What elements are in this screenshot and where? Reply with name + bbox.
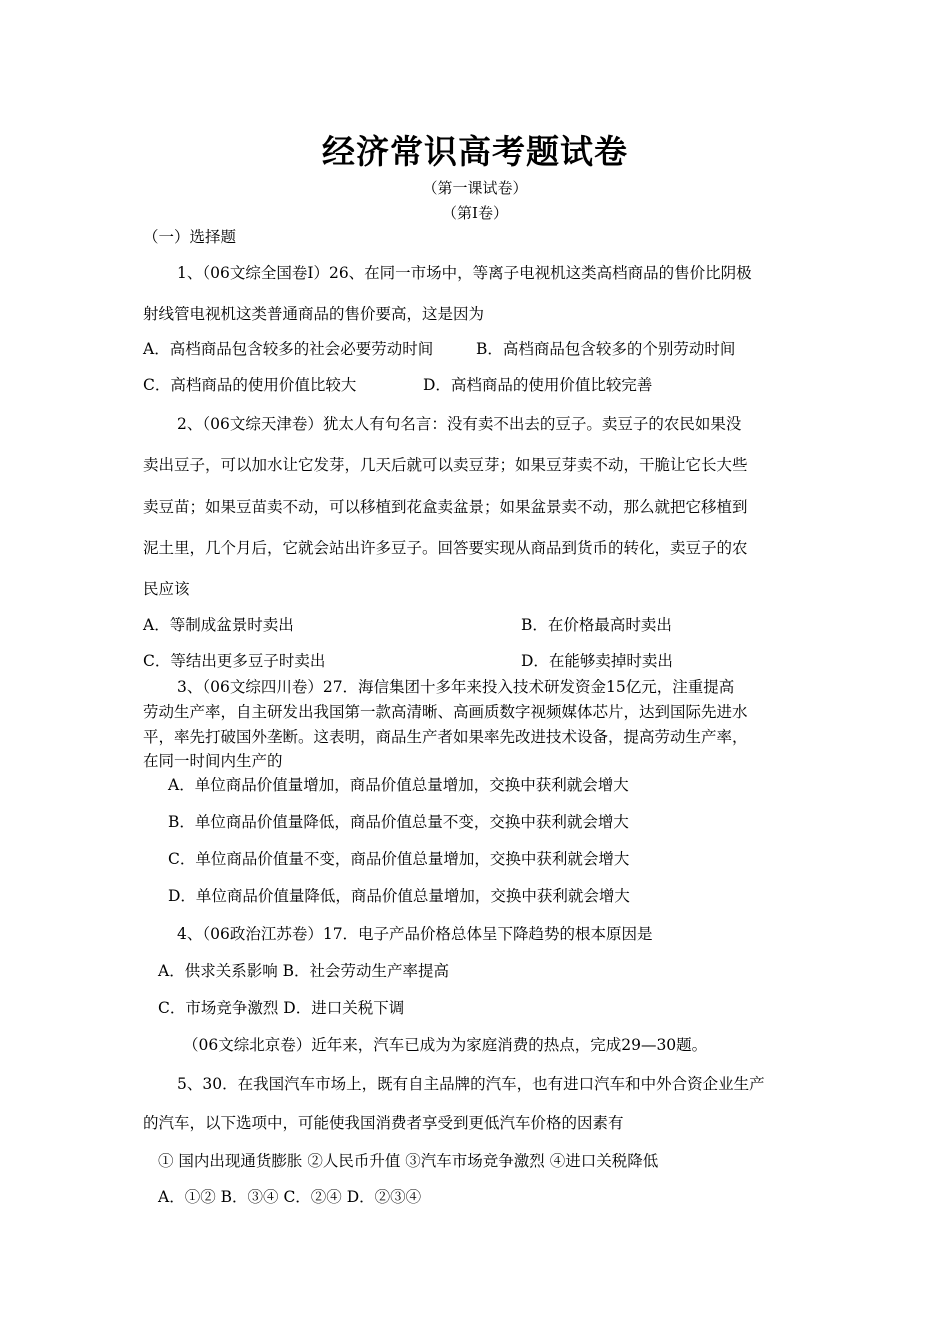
q3-stem-line3: 平，率先打破国外垄断。这表明，商品生产者如果率先改进技术设备，提高劳动生产率，: [143, 728, 748, 746]
q5-options: A．①② B．③④ C．②④ D．②③④: [158, 1188, 422, 1206]
q4-options-cd: C．市场竞争激烈 D．进口关税下调: [158, 999, 405, 1017]
q2-stem-line1: 2、（06文综天津卷）犹太人有句名言：没有卖不出去的豆子。卖豆子的农民如果没: [177, 415, 742, 433]
q3-option-a: A．单位商品价值量增加，商品价值总量增加，交换中获利就会增大: [168, 776, 629, 794]
q3-stem-line4: 在同一时间内生产的: [143, 752, 283, 770]
q1-stem-line2: 射线管电视机这类普通商品的售价要高，这是因为: [143, 305, 485, 323]
q2-option-a: A．等制成盆景时卖出: [143, 616, 294, 634]
q2-stem-line2: 卖出豆子，可以加水让它发芽，几天后就可以卖豆芽；如果豆芽卖不动，干脆让它长大些: [143, 456, 748, 474]
section-label: （一）选择题: [143, 228, 237, 246]
q3-stem-line2: 劳动生产率，自主研发出我国第一款高清晰、高画质数字视频媒体芯片，达到国际先进水: [143, 703, 748, 721]
q1-stem-line1: 1、（06文综全国卷Ⅰ）26、在同一市场中，等离子电视机这类高档商品的售价比阴极: [177, 264, 752, 282]
q3-option-c: C．单位商品价值量不变，商品价值总量增加，交换中获利就会增大: [168, 850, 630, 868]
q3-option-d: D．单位商品价值量降低，商品价值总量增加，交换中获利就会增大: [168, 887, 630, 905]
q5-items: ① 国内出现通货膨胀 ②人民币升值 ③汽车市场竞争激烈 ④进口关税降低: [158, 1152, 659, 1170]
q2-stem-line4: 泥土里，几个月后，它就会站出许多豆子。回答要实现从商品到货币的转化，卖豆子的农: [143, 539, 748, 557]
q3-option-b: B．单位商品价值量降低，商品价值总量不变，交换中获利就会增大: [168, 813, 629, 831]
q2-option-d: D．在能够卖掉时卖出: [521, 652, 673, 670]
page-title: 经济常识高考题试卷: [322, 132, 628, 171]
q5-intro: （06文综北京卷）近年来，汽车已成为为家庭消费的热点，完成29—30题。: [183, 1036, 708, 1054]
q2-option-c: C．等结出更多豆子时卖出: [143, 652, 326, 670]
subtitle-lesson: （第一课试卷）: [422, 179, 528, 197]
q2-option-b: B．在价格最高时卖出: [521, 616, 672, 634]
q3-stem-line1: 3、（06文综四川卷）27．海信集团十多年来投入技术研发资金15亿元，注重提高: [177, 678, 735, 696]
q4-options-ab: A．供求关系影响 B．社会劳动生产率提高: [158, 962, 450, 980]
q2-stem-line3: 卖豆苗；如果豆苗卖不动，可以移植到花盒卖盆景；如果盆景卖不动，那么就把它移植到: [143, 498, 748, 516]
q1-option-d: D．高档商品的使用价值比较完善: [423, 376, 653, 394]
subtitle-volume: （第Ⅰ卷）: [442, 204, 508, 222]
q5-stem-line1: 5、30．在我国汽车市场上，既有自主品牌的汽车，也有进口汽车和中外合资企业生产: [177, 1075, 765, 1093]
q1-option-a: A．高档商品包含较多的社会必要劳动时间: [143, 340, 434, 358]
q2-stem-line5: 民应该: [143, 580, 190, 598]
q1-option-c: C．高档商品的使用价值比较大: [143, 376, 357, 394]
q5-stem-line2: 的汽车，以下选项中，可能使我国消费者享受到更低汽车价格的因素有: [143, 1114, 624, 1132]
q4-stem: 4、（06政治江苏卷）17．电子产品价格总体呈下降趋势的根本原因是: [177, 925, 653, 943]
q1-option-b: B．高档商品包含较多的个别劳动时间: [476, 340, 736, 358]
